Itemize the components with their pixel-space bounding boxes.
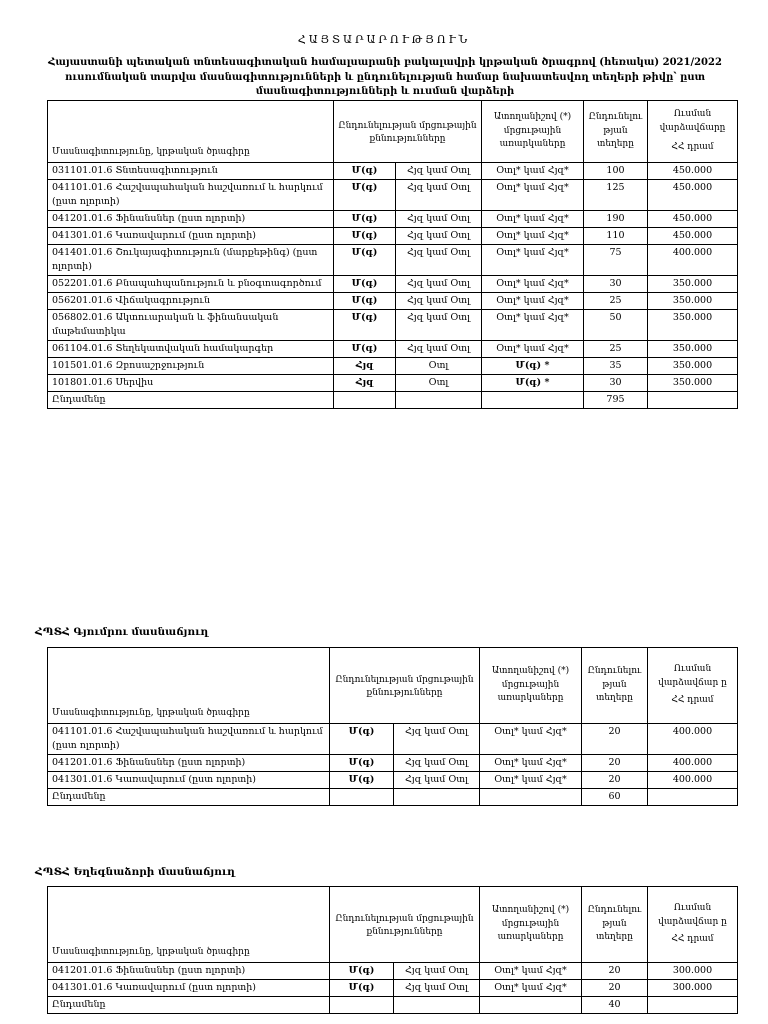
empty-cell bbox=[480, 997, 582, 1014]
header-fee-label: Ուսման վարձավճար ը bbox=[658, 903, 727, 927]
cell-exam-primary: Մ(գ) bbox=[334, 180, 396, 211]
document-title: ՀԱՅՏԱՐԱՐՈՒԹՅՈՒՆ bbox=[297, 33, 471, 46]
cell-places: 20 bbox=[582, 755, 648, 772]
table-row bbox=[48, 211, 738, 228]
cell-exam-secondary: Հյզ կամ Օտլ bbox=[396, 293, 482, 310]
cell-exam-primary: Մ(գ) bbox=[330, 963, 394, 980]
cell-places: 75 bbox=[584, 245, 648, 276]
cell-places: 35 bbox=[584, 358, 648, 375]
cell-optional-subject: Օտլ* կամ Հյզ* bbox=[480, 963, 582, 980]
cell-fee: 400.000 bbox=[648, 755, 738, 772]
header-exams: Ընդունելության մրցութային քննությունները bbox=[330, 648, 480, 724]
header-fee-label: Ուսման վարձավճարը bbox=[659, 109, 726, 133]
cell-fee: 300.000 bbox=[648, 963, 738, 980]
gyumri-admissions-table bbox=[47, 647, 738, 806]
header-exams: Ընդունելության մրցութային քննությունները bbox=[334, 101, 482, 163]
cell-fee: 450.000 bbox=[648, 211, 738, 228]
empty-cell bbox=[648, 392, 738, 409]
cell-specialty: 031101.01.6 Տնտեսագիտություն bbox=[48, 163, 334, 180]
cell-specialty: 041101.01.6 Հաշվապահական հաշվառում և հարկում (ըստ ոլորտի) bbox=[48, 724, 330, 755]
header-fee-currency: ՀՀ դրամ bbox=[671, 934, 714, 945]
empty-cell bbox=[330, 789, 394, 806]
cell-fee: 350.000 bbox=[648, 276, 738, 293]
empty-cell bbox=[648, 789, 738, 806]
total-label: Ընդամենը bbox=[48, 789, 330, 806]
table-row bbox=[48, 375, 738, 392]
empty-cell bbox=[482, 392, 584, 409]
empty-cell bbox=[648, 997, 738, 1014]
cell-optional-subject: Օտլ* կամ Հյզ* bbox=[482, 310, 584, 341]
cell-fee: 450.000 bbox=[648, 180, 738, 211]
cell-exam-secondary: Հյզ կամ Օտլ bbox=[396, 211, 482, 228]
table-row bbox=[48, 772, 738, 789]
cell-exam-primary: Մ(գ) bbox=[330, 980, 394, 997]
table-row bbox=[48, 980, 738, 997]
header-specialty: Մասնագիտությունը, կրթական ծրագիրը bbox=[48, 887, 330, 963]
cell-specialty: 041101.01.6 Հաշվապահական հաշվառում և հարկում (ըստ ոլորտի) bbox=[48, 180, 334, 211]
header-optional-subjects: Ատողանիշով (*) մրցութային առարկաները bbox=[480, 648, 582, 724]
main-admissions-table bbox=[47, 100, 738, 409]
yeghegnadzor-admissions-table bbox=[47, 886, 738, 1014]
cell-optional-subject: Մ(գ) * bbox=[482, 358, 584, 375]
cell-places: 25 bbox=[584, 341, 648, 358]
cell-places: 110 bbox=[584, 228, 648, 245]
header-fee bbox=[648, 648, 738, 724]
cell-exam-secondary: Օտլ bbox=[396, 358, 482, 375]
cell-specialty: 041301.01.6 Կառավարում (ըստ ոլորտի) bbox=[48, 228, 334, 245]
header-exams: Ընդունելության մրցութային քննությունները bbox=[330, 887, 480, 963]
total-places: 40 bbox=[582, 997, 648, 1014]
table-row bbox=[48, 341, 738, 358]
cell-fee: 450.000 bbox=[648, 228, 738, 245]
cell-optional-subject: Օտլ* կամ Հյզ* bbox=[482, 180, 584, 211]
cell-specialty: 056802.01.6 Ակտուարական և ֆինանսական մաթեմատիկա bbox=[48, 310, 334, 341]
cell-fee: 350.000 bbox=[648, 310, 738, 341]
cell-optional-subject: Օտլ* կամ Հյզ* bbox=[482, 228, 584, 245]
cell-exam-secondary: Օտլ bbox=[396, 375, 482, 392]
empty-cell bbox=[394, 789, 480, 806]
cell-optional-subject: Օտլ* կամ Հյզ* bbox=[482, 211, 584, 228]
empty-cell bbox=[396, 392, 482, 409]
cell-fee: 300.000 bbox=[648, 980, 738, 997]
cell-specialty: 041201.01.6 Ֆինանսներ (ըստ ոլորտի) bbox=[48, 963, 330, 980]
cell-exam-primary: Մ(գ) bbox=[334, 341, 396, 358]
table-row bbox=[48, 358, 738, 375]
total-label: Ընդամենը bbox=[48, 997, 330, 1014]
gyumri-section-title: ՀՊՏՀ Գյումրու մասնաճյուղ bbox=[35, 626, 209, 638]
empty-cell bbox=[330, 997, 394, 1014]
header-fee bbox=[648, 101, 738, 163]
cell-fee: 350.000 bbox=[648, 293, 738, 310]
cell-exam-primary: Հյզ bbox=[334, 358, 396, 375]
header-fee bbox=[648, 887, 738, 963]
cell-optional-subject: Օտլ* կամ Հյզ* bbox=[482, 245, 584, 276]
cell-specialty: 056201.01.6 Վիճակագրություն bbox=[48, 293, 334, 310]
cell-places: 190 bbox=[584, 211, 648, 228]
cell-exam-primary: Մ(գ) bbox=[334, 211, 396, 228]
cell-exam-primary: Մ(գ) bbox=[334, 293, 396, 310]
cell-optional-subject: Մ(գ) * bbox=[482, 375, 584, 392]
table-row bbox=[48, 180, 738, 211]
cell-exam-secondary: Հյզ կամ Օտլ bbox=[396, 341, 482, 358]
header-fee-currency: ՀՀ դրամ bbox=[671, 695, 714, 706]
cell-places: 20 bbox=[582, 724, 648, 755]
header-places: Ընդունելու թյան տեղերը bbox=[584, 101, 648, 163]
cell-specialty: 041301.01.6 Կառավարում (ըստ ոլորտի) bbox=[48, 772, 330, 789]
document-subtitle: Հայաստանի պետական տնտեսագիտական համալսարանի բակալավրի կրթական ծրագրով (հեռակա) 2021/2022 ուսումնական տարվա մասնագիտությունների և ընդունելության համար նախատեսվող տեղերի թիվը՝ ըստ մասնագիտությունների և ուսման վարձերի bbox=[48, 57, 722, 97]
cell-optional-subject: Օտլ* կամ Հյզ* bbox=[482, 293, 584, 310]
cell-specialty: 101501.01.6 Զբոսաշրջություն bbox=[48, 358, 334, 375]
empty-cell bbox=[394, 997, 480, 1014]
cell-exam-primary: Մ(գ) bbox=[334, 276, 396, 293]
cell-exam-secondary: Հյզ կամ Օտլ bbox=[394, 772, 480, 789]
total-places: 795 bbox=[584, 392, 648, 409]
header-places: Ընդունելու թյան տեղերը bbox=[582, 887, 648, 963]
empty-cell bbox=[334, 392, 396, 409]
cell-exam-primary: Մ(գ) bbox=[330, 724, 394, 755]
cell-exam-secondary: Հյզ կամ Օտլ bbox=[394, 963, 480, 980]
cell-fee: 350.000 bbox=[648, 358, 738, 375]
cell-places: 20 bbox=[582, 980, 648, 997]
cell-exam-primary: Մ(գ) bbox=[334, 310, 396, 341]
cell-exam-primary: Մ(գ) bbox=[330, 755, 394, 772]
total-label: Ընդամենը bbox=[48, 392, 334, 409]
header-specialty: Մասնագիտությունը, կրթական ծրագիրը bbox=[48, 101, 334, 163]
header-optional-subjects: Ատողանիշով (*) մրցութային առարկաները bbox=[482, 101, 584, 163]
cell-places: 20 bbox=[582, 772, 648, 789]
cell-optional-subject: Օտլ* կամ Հյզ* bbox=[482, 341, 584, 358]
total-places: 60 bbox=[582, 789, 648, 806]
cell-fee: 350.000 bbox=[648, 375, 738, 392]
cell-specialty: 052201.01.6 Բնապահպանություն և բնօգտագործում bbox=[48, 276, 334, 293]
cell-exam-primary: Մ(գ) bbox=[334, 228, 396, 245]
table-header-row bbox=[48, 887, 738, 963]
yeghegnadzor-section-title: ՀՊՏՀ Եղեգնաձորի մասնաճյուղ bbox=[35, 866, 235, 878]
cell-exam-secondary: Հյզ կամ Օտլ bbox=[396, 163, 482, 180]
table-row bbox=[48, 293, 738, 310]
table-row bbox=[48, 755, 738, 772]
table-header-row bbox=[48, 648, 738, 724]
cell-exam-secondary: Հյզ կամ Օտլ bbox=[394, 980, 480, 997]
total-row bbox=[48, 392, 738, 409]
table-row bbox=[48, 245, 738, 276]
cell-specialty: 041401.01.6 Շուկայագիտություն (մարքեթինգ) (ըստ ոլորտի) bbox=[48, 245, 334, 276]
table-row bbox=[48, 310, 738, 341]
cell-exam-primary: Մ(գ) bbox=[334, 245, 396, 276]
cell-optional-subject: Օտլ* կամ Հյզ* bbox=[480, 772, 582, 789]
table-row bbox=[48, 963, 738, 980]
cell-exam-primary: Մ(գ) bbox=[334, 163, 396, 180]
table-row bbox=[48, 163, 738, 180]
table-row bbox=[48, 276, 738, 293]
header-specialty: Մասնագիտությունը, կրթական ծրագիրը bbox=[48, 648, 330, 724]
cell-places: 30 bbox=[584, 375, 648, 392]
cell-fee: 450.000 bbox=[648, 163, 738, 180]
cell-optional-subject: Օտլ* կամ Հյզ* bbox=[480, 755, 582, 772]
header-fee-label: Ուսման վարձավճար ը bbox=[658, 664, 727, 688]
cell-optional-subject: Օտլ* կամ Հյզ* bbox=[480, 980, 582, 997]
total-row bbox=[48, 997, 738, 1014]
cell-exam-primary: Մ(գ) bbox=[330, 772, 394, 789]
cell-exam-secondary: Հյզ կամ Օտլ bbox=[394, 755, 480, 772]
cell-places: 30 bbox=[584, 276, 648, 293]
table-row bbox=[48, 228, 738, 245]
cell-optional-subject: Օտլ* կամ Հյզ* bbox=[482, 163, 584, 180]
cell-fee: 350.000 bbox=[648, 341, 738, 358]
cell-places: 25 bbox=[584, 293, 648, 310]
cell-exam-secondary: Հյզ կամ Օտլ bbox=[396, 180, 482, 211]
cell-places: 125 bbox=[584, 180, 648, 211]
cell-fee: 400.000 bbox=[648, 772, 738, 789]
cell-specialty: 041201.01.6 Ֆինանսներ (ըստ ոլորտի) bbox=[48, 755, 330, 772]
cell-optional-subject: Օտլ* կամ Հյզ* bbox=[480, 724, 582, 755]
cell-exam-primary: Հյզ bbox=[334, 375, 396, 392]
cell-places: 50 bbox=[584, 310, 648, 341]
cell-specialty: 061104.01.6 Տեղեկատվական համակարգեր bbox=[48, 341, 334, 358]
header-optional-subjects: Ատողանիշով (*) մրցութային առարկաները bbox=[480, 887, 582, 963]
total-row bbox=[48, 789, 738, 806]
empty-cell bbox=[480, 789, 582, 806]
header-fee-currency: ՀՀ դրամ bbox=[671, 142, 714, 153]
cell-specialty: 041201.01.6 Ֆինանսներ (ըստ ոլորտի) bbox=[48, 211, 334, 228]
table-header-row bbox=[48, 101, 738, 163]
cell-exam-secondary: Հյզ կամ Օտլ bbox=[396, 228, 482, 245]
cell-specialty: 041301.01.6 Կառավարում (ըստ ոլորտի) bbox=[48, 980, 330, 997]
cell-exam-secondary: Հյզ կամ Օտլ bbox=[396, 276, 482, 293]
header-places: Ընդունելու թյան տեղերը bbox=[582, 648, 648, 724]
cell-places: 20 bbox=[582, 963, 648, 980]
cell-specialty: 101801.01.6 Սերվիս bbox=[48, 375, 334, 392]
cell-exam-secondary: Հյզ կամ Օտլ bbox=[396, 245, 482, 276]
cell-exam-secondary: Հյզ կամ Օտլ bbox=[396, 310, 482, 341]
cell-optional-subject: Օտլ* կամ Հյզ* bbox=[482, 276, 584, 293]
cell-fee: 400.000 bbox=[648, 245, 738, 276]
cell-places: 100 bbox=[584, 163, 648, 180]
cell-fee: 400.000 bbox=[648, 724, 738, 755]
cell-exam-secondary: Հյզ կամ Օտլ bbox=[394, 724, 480, 755]
table-row bbox=[48, 724, 738, 755]
